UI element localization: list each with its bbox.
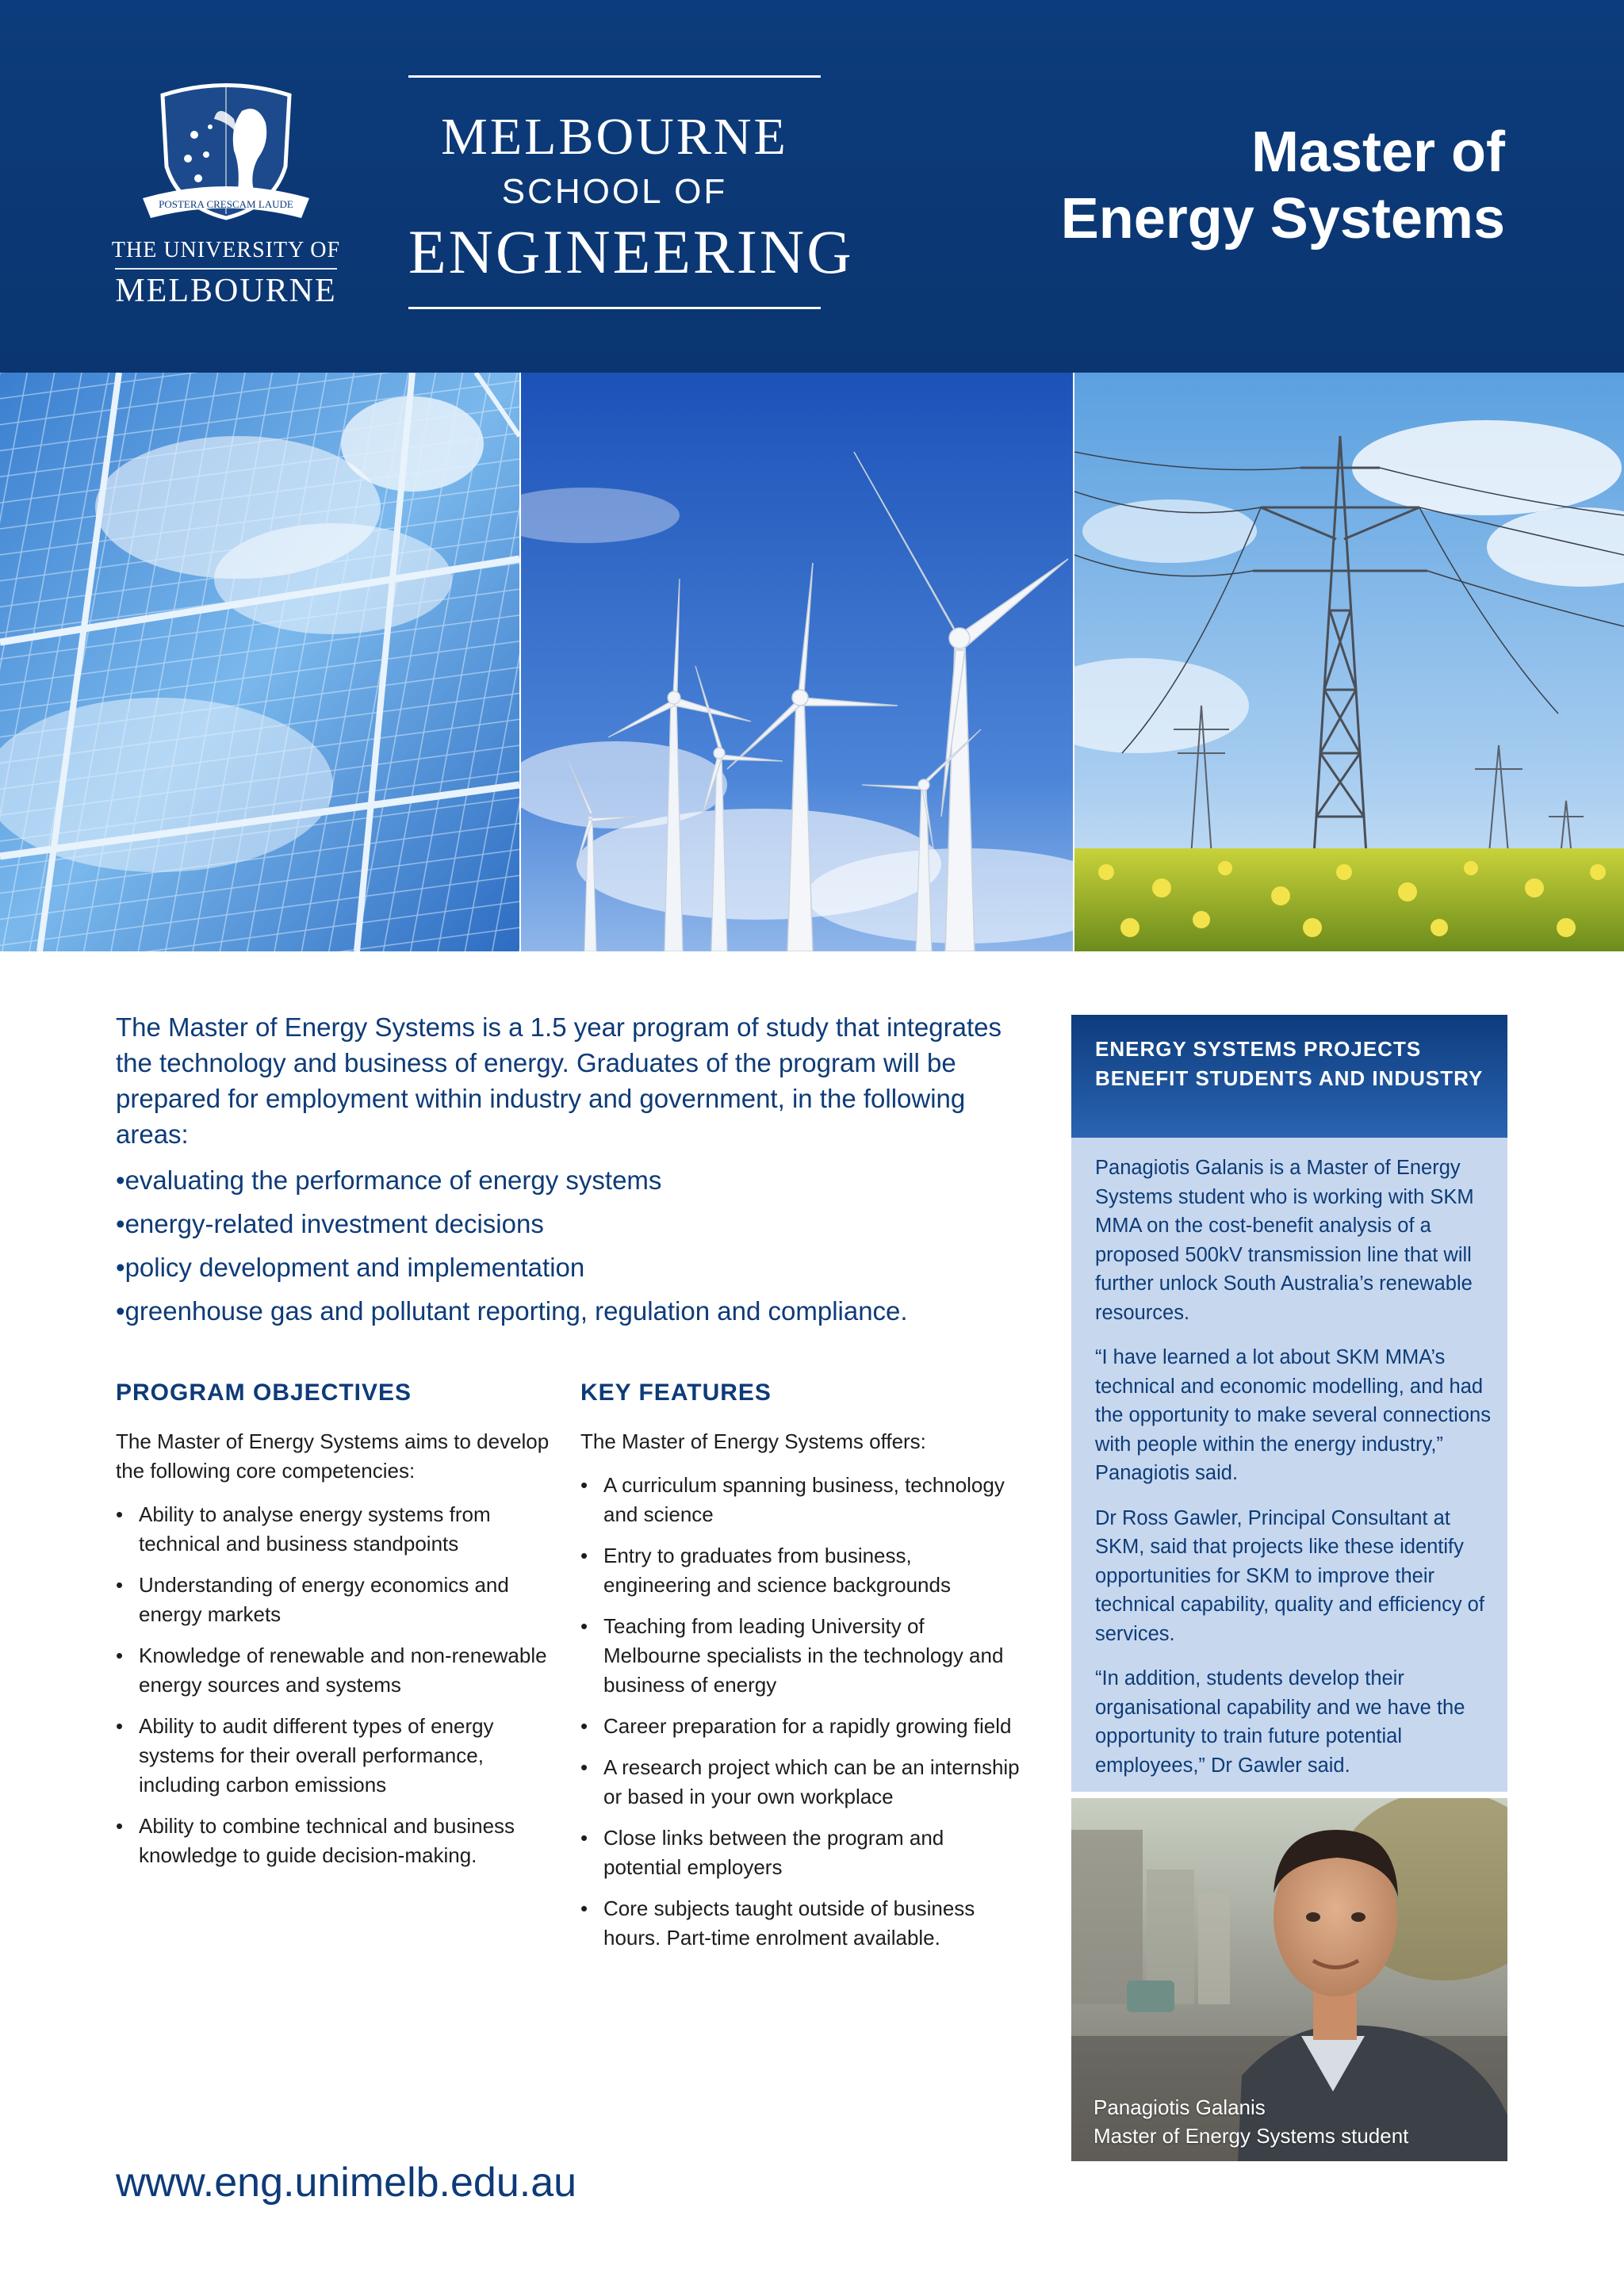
transmission-tower-photo [1074,373,1624,951]
list-item: • Ability to combine technical and business knowledge to guide decision-making. [116,1812,560,1870]
wind-turbine-photo [521,373,1073,951]
header-banner [0,0,1624,373]
school-name-line3: ENGINEERING [408,217,854,286]
program-objectives-section [116,1380,560,1882]
section-lead: The Master of Energy Systems offers: [580,1429,926,1453]
intro-section [116,1009,1020,1333]
list-item: • Ability to audit different types of energy systems for their overall performance, including carbon emissions [116,1712,560,1800]
list-item: • Teaching from leading University of Melbourne specialists in the technology and business of energy [580,1612,1025,1700]
intro-paragraph: The Master of Energy Systems is a 1.5 year program of study that integrates the technology and business of energy. Graduates of the program will be prepared for employment within industry and government, in the following areas: [116,1012,1002,1149]
list-item: • Knowledge of renewable and non-renewable energy sources and systems [116,1641,560,1700]
sidebar-body [1095,1154,1492,1796]
section-heading: PROGRAM OBJECTIVES [116,1380,412,1406]
sidebar-paragraph: Dr Ross Gawler, Principal Consultant at SKM, said that projects like these identify opportunities for SKM to improve their technical capability, quality and efficiency of services. [1095,1506,1484,1645]
list-item: • A research project which can be an internship or based in your own workplace [580,1753,1025,1812]
list-item: • Understanding of energy economics and energy markets [116,1571,560,1629]
student-portrait-photo [1071,1798,1507,2161]
solar-panel-photo [0,373,519,951]
photo-strip [0,373,1624,951]
list-item: • Career preparation for a rapidly growing field [580,1712,1025,1741]
sidebar-header [1071,1015,1507,1138]
sidebar-paragraph: “I have learned a lot about SKM MMA’s technical and economic modelling, and had the opportunity to make several connections with people within the energy industry,” Panagiotis said. [1095,1346,1491,1484]
school-bottom-rule [408,307,821,309]
list-item: • policy development and implementation [116,1246,1020,1289]
list-item: • Core subjects taught outside of business hours. Part-time enrolment available. [580,1894,1025,1953]
key-features-section [580,1380,1025,1965]
university-name-line1: THE UNIVERSITY OF [111,238,341,262]
list-item: • energy-related investment decisions [116,1202,1020,1246]
school-name-line2: SCHOOL OF [501,172,728,211]
list-item: • evaluating the performance of energy systems [116,1158,1020,1202]
intro-list [116,1158,1020,1333]
list-item: • A curriculum spanning business, technology and science [580,1471,1025,1529]
school-name-line1: MELBOURNE [441,108,788,166]
page-title-line1: Master of [1251,121,1505,184]
sidebar-heading: ENERGY SYSTEMS PROJECTS BENEFIT STUDENTS AND INDUSTRY [1095,1037,1484,1090]
school-logo [408,75,854,313]
page-title [1061,119,1505,252]
section-heading: KEY FEATURES [580,1380,772,1406]
list-item: • Ability to analyse energy systems from technical and business standpoints [116,1500,560,1559]
features-list [580,1471,1025,1953]
logo-divider [115,268,337,270]
page-title-line2: Energy Systems [1060,187,1505,251]
case-study-sidebar [1071,1015,1507,1792]
objectives-list [116,1500,560,1870]
section-lead: The Master of Energy Systems aims to develop the following core competencies: [116,1429,550,1483]
school-top-rule [408,75,821,78]
list-item: • greenhouse gas and pollutant reporting, regulation and compliance. [116,1289,1020,1333]
crest-icon [139,79,313,230]
photo-caption-role: Master of Energy Systems student [1094,2124,1409,2148]
list-item: • Entry to graduates from business, engineering and science backgrounds [580,1541,1025,1600]
photo-caption-name: Panagiotis Galanis [1094,2095,1266,2119]
sidebar-paragraph: Panagiotis Galanis is a Master of Energy Systems student who is working with SKM MMA on the cost-benefit analysis of a proposed 500kV transmission line that will further unlock South Australia’s renewable resources. [1095,1157,1474,1324]
crest-motto: POSTERA CRESCAM LAUDE [159,198,293,210]
university-name-line2: MELBOURNE [115,273,337,309]
sidebar-paragraph: “In addition, students develop their organisational capability and we have the opportunity to train future potential employees,” Dr Gawler said. [1095,1667,1465,1777]
university-logo [111,79,341,317]
list-item: • Close links between the program and potential employers [580,1823,1025,1882]
website-link[interactable]: www.eng.unimelb.edu.au [116,2160,577,2206]
